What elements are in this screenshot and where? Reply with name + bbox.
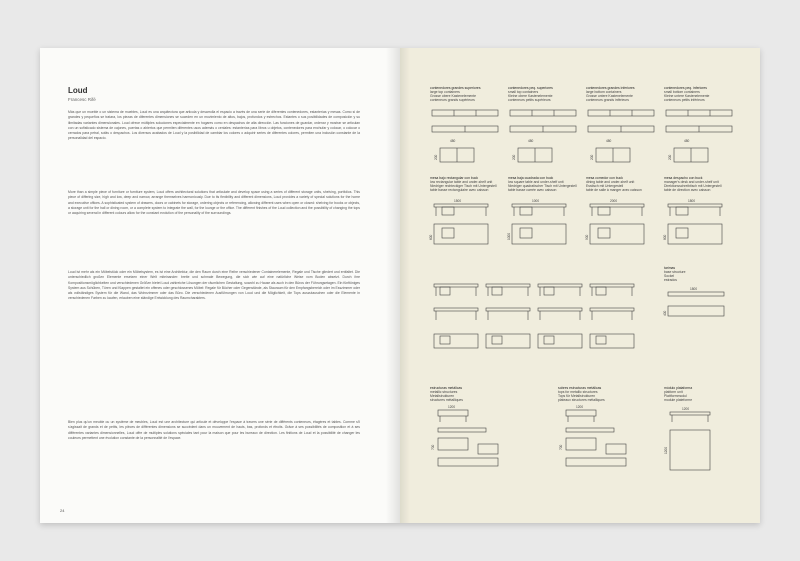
group-label: Kleine untere Kastenelemente [664, 94, 710, 98]
group-label: Direktionsschreibtisch mit Untergestell [664, 184, 722, 188]
group-label: Grosse obere Kastenelemente [430, 94, 476, 98]
dimension-label: 600 [429, 234, 433, 240]
product-group [663, 176, 722, 240]
right-page [400, 48, 760, 523]
line-drawing [566, 428, 614, 432]
line-drawing [598, 228, 610, 238]
gutter-shadow [400, 48, 410, 523]
group-label: módulo plataforma [664, 386, 693, 390]
product-group [558, 386, 605, 450]
group-label: conteneurs grands inférieurs [586, 98, 629, 102]
group-label: small bottom containers [664, 90, 700, 94]
line-drawing [520, 207, 532, 215]
product-group [508, 86, 553, 160]
group-label: platform unit [664, 390, 683, 394]
product-diagram-grid [400, 48, 760, 523]
line-drawing [670, 412, 710, 415]
group-label: conteneurs petits supérieurs [508, 98, 551, 102]
dimension-label: 480 [606, 139, 612, 143]
dimension-label: 700 [559, 444, 563, 450]
dimension-label: 200 [434, 154, 438, 160]
group-label: low square table and under-shelf unit [508, 180, 564, 184]
product-group [664, 386, 693, 454]
group-label: structures métalliques [430, 398, 463, 402]
line-drawing [520, 228, 532, 238]
product-drawing [558, 404, 638, 494]
line-drawing [544, 287, 554, 295]
line-drawing [510, 110, 576, 116]
dimension-label: 700 [431, 444, 435, 450]
group-label: plateaux structures métalliques [558, 398, 605, 402]
designer-name: Francesc Rifé [68, 97, 96, 102]
line-drawing [434, 284, 478, 287]
line-drawing [492, 336, 502, 344]
dimension-label: 1200 [682, 407, 690, 411]
line-drawing [478, 444, 498, 454]
product-group [664, 86, 710, 160]
line-drawing [670, 430, 710, 470]
group-label: estructuras metálicas [430, 386, 463, 390]
dimension-label: 800 [663, 234, 667, 240]
group-label: table basse carrée avec caisson [508, 188, 557, 192]
group-label: Metallstrukturen [430, 394, 455, 398]
dimension-label: 2000 [610, 199, 618, 203]
line-drawing [668, 306, 724, 316]
line-drawing [544, 336, 554, 344]
group-label: Grosse untere Kastenelemente [586, 94, 633, 98]
line-drawing [590, 308, 634, 311]
group-label: Sockel [664, 274, 675, 278]
product-drawing [508, 194, 588, 284]
dimension-label: 900 [585, 234, 589, 240]
dimension-label: 1200 [576, 405, 584, 409]
product-group [429, 176, 497, 240]
group-label: module plateforme [664, 398, 693, 402]
line-drawing [442, 207, 454, 215]
group-label: contenedores peq. inferiores [664, 86, 707, 90]
dimension-label: 1500 [454, 199, 462, 203]
line-drawing [486, 284, 530, 287]
page-title: Loud [68, 86, 88, 95]
group-label: mesa comedor con buck [586, 176, 623, 180]
group-label: Niedriger rechteckiger Tisch mit Untergestell [430, 184, 497, 188]
group-label: conteneurs petits inférieurs [664, 98, 705, 102]
line-drawing [438, 428, 486, 432]
page-number: 24 [60, 508, 65, 513]
line-drawing [440, 287, 450, 295]
group-label: contenedores grandes inferiores [586, 86, 635, 90]
product-group [507, 176, 577, 240]
dimension-label: 200 [590, 154, 594, 160]
group-label: tarimas [664, 266, 676, 270]
product-drawing [430, 404, 510, 494]
line-drawing [566, 458, 626, 466]
group-label: large bottom containers [586, 90, 622, 94]
catalog-spread [40, 48, 760, 523]
product-group [586, 86, 635, 160]
paragraph-german: Loud ist mehr als ein Möbelstück oder ein Möbelsystem, es ist eine Architektur, die den Raum durch eine Reihe verschiedener Containerelemente, Regale und Tische gliedert und entfaltet. Die unterschiedlich großen Elemente ersetzen einer Welt miteinander: breite und schmale Bewegung, die sich wie auf eine natürliche Weise vom Boden absetzt. Durch ihre Kompositionsmöglichkeiten und verschiedenen Größen bietet Loud zahlreiche Lösungen der räumlichen Gestaltung, sowohl zu Hause als auch in den Büros der Führungsetagen. Ein fünftöniges System aus Schüben, Türen und Klappen gestaltet ein offenes oder geschlossenes Möbel: Regale für Bücher oder Gegenstände, als Stauraum für den Empfangsbereich oder im Esszimmer oder als vollständiges System für die Wand, das Wohnzimmer oder das Büro. Die verschiedenen Ausführungen von Loud und die Möglichkeit, die Tops auszutauschen oder die Elemente in verschiedenen Farben zu kaufen, erlauben eine ständige Entwicklung des Raumcharakters. [68, 270, 360, 301]
product-drawing [664, 404, 744, 494]
dimension-label: 1800 [690, 287, 698, 291]
group-label: estrados [664, 278, 678, 282]
dimension-label: 480 [528, 139, 534, 143]
group-label: tops for metallic structures [558, 390, 598, 394]
line-drawing [442, 228, 454, 238]
group-label: Esstisch mit Untergestell [586, 184, 624, 188]
product-drawing [664, 284, 744, 374]
line-drawing [590, 204, 644, 207]
product-group [585, 176, 642, 240]
line-drawing [676, 207, 688, 215]
group-label: table de salle à manger avec caisson [586, 188, 642, 192]
product-group [430, 86, 481, 160]
line-drawing [438, 410, 468, 416]
dimension-label: 1200 [448, 405, 456, 409]
group-label: contenedores peq. superiores [508, 86, 553, 90]
paragraph-spanish: Más que un mueble o un sistema de muebles, Loud es una arquitectura que articula y desarrolla el espacio a través de una serie de diferentes contenedores, estanterías y mesas. Como si de grandes y pequeños se tratara, los piezas de diferentes dimensiones se suceden en un movimiento de altos, bajos, profundos y estrechos. Estantes o sus posibilidades de composición y su ilimitadas variantes dimensionales. Loud ofrece múltiples soluciones especialmente en hogares como en despachos de alta dirección. Las funciones de guardar, ordenar y mostrar se articulan con un sofisticado sistema de cajones, puertas o abiertos que permiten diferentes usos además o ceniales: estanterías para libros u objetos, contenedores para enchufar y colocar, o colocar o cerrados para petral, sofás o despachos. Los diversos acabados de Loud y la posibilidad de cambiar los colores o adquirir series de diferentes colores, permiten una inclusión constante de la personalidad del espacio. [68, 110, 360, 141]
group-label: table de direction avec caisson [664, 188, 711, 192]
group-label: Tops für Metallstrukturen [558, 394, 596, 398]
dimension-label: 1200 [664, 446, 668, 454]
dimension-label: 200 [512, 154, 516, 160]
product-drawing [430, 274, 650, 374]
group-label: Kleine obere Kastenelemente [508, 94, 553, 98]
dimension-label: 1000 [507, 232, 511, 240]
line-drawing [676, 228, 688, 238]
dimension-label: 1000 [532, 199, 540, 203]
dimension-label: 200 [668, 154, 672, 160]
line-drawing [538, 308, 582, 311]
dimension-label: 400 [663, 310, 667, 316]
group-label: dining table and under-shelf unit [586, 180, 635, 184]
line-drawing [538, 284, 582, 287]
line-drawing [434, 204, 488, 207]
group-label: mesa baja cuadrada con buck [508, 176, 554, 180]
product-group [430, 386, 463, 450]
line-drawing [598, 207, 610, 215]
line-drawing [486, 308, 530, 311]
group-label: base structure [664, 270, 686, 274]
gutter-shadow [386, 48, 400, 523]
line-drawing [440, 336, 450, 344]
paragraph-english: More than a simple piece of furniture or furniture system, Loud offers architectural solutions that articulate and develop space using a series of different storage units, shelving, portfolios. This piece of differing size, high and low, deep and narrow, arrange themselves harmoniously. Due to its flexibility and different dimensions, Loud provides a variety of special solutions for the home and executive offices. A sophisticated system of drawers, doors or cabinets for storage, ordering objects or referencing, allowing different uses when open or closed: shelving for books or objects, a storage unit for the hall or dining room, or a complete system to integrate the wall, for the lounge or the office. The different finishes of the Loud collection and the possibility of changing the tops or acquiring several in different colours allow for the constant evolution of the personality of the surroundings. [68, 190, 360, 216]
line-drawing [566, 438, 596, 450]
group-label: Plattformmodul [664, 394, 687, 398]
line-drawing [666, 110, 732, 116]
line-drawing [492, 287, 502, 295]
line-drawing [596, 336, 606, 344]
group-label: sobres estructuras metálicas [558, 386, 602, 390]
line-drawing [566, 410, 596, 416]
left-page [40, 48, 400, 523]
group-label: Niedriger quadratischer Tisch mit Untergestell [508, 184, 577, 188]
paragraph-french: Bien plus qu'un meuble ou un système de meubles, Loud est une architecture qui articule et développe l'espace à travers une série de différents conteneurs, étagères et tables. Comme s'il s'agissait de grands et de petits, les pièces de différentes dimensions se succèdent dans un mouvement de hauts, bas, profonds et étroits. Grâce à ses possibilités de composition et à ses différentes variantes dimensionnelles, Loud offre de multiples solutions spéciales tant pour la maison que pour les bureaux de direction. Les finitions de Loud et la possibilité de changer les couleurs permettent une évolution constante de la personnalité de l'espace. [68, 420, 360, 440]
group-label: large top containers [430, 90, 460, 94]
line-drawing [590, 284, 634, 287]
dimension-label: 1800 [688, 199, 696, 203]
group-label: small top containers [508, 90, 539, 94]
group-label: low rectangular table and under-shelf unit [430, 180, 493, 184]
line-drawing [668, 292, 724, 296]
line-drawing [432, 110, 498, 116]
dimension-label: 480 [450, 139, 456, 143]
group-label: mesa bajo rectangular con buck [430, 176, 479, 180]
product-drawing [430, 194, 510, 284]
group-label: metallic structures [430, 390, 458, 394]
product-group [663, 266, 698, 316]
group-label: manager's desk and under-shelf unit [664, 180, 719, 184]
line-drawing [606, 444, 626, 454]
line-drawing [438, 438, 468, 450]
line-drawing [596, 287, 606, 295]
group-label: contenedores grandes superiores [430, 86, 481, 90]
line-drawing [588, 110, 654, 116]
dimension-label: 480 [684, 139, 690, 143]
line-drawing [438, 458, 498, 466]
line-drawing [668, 204, 722, 207]
product-drawing [586, 194, 666, 284]
line-drawing [512, 204, 566, 207]
group-label: mesa despacho con buck [664, 176, 703, 180]
group-label: table basse rectangulaire avec caisson [430, 188, 489, 192]
group-label: conteneurs grands supérieurs [430, 98, 475, 102]
line-drawing [434, 308, 478, 311]
